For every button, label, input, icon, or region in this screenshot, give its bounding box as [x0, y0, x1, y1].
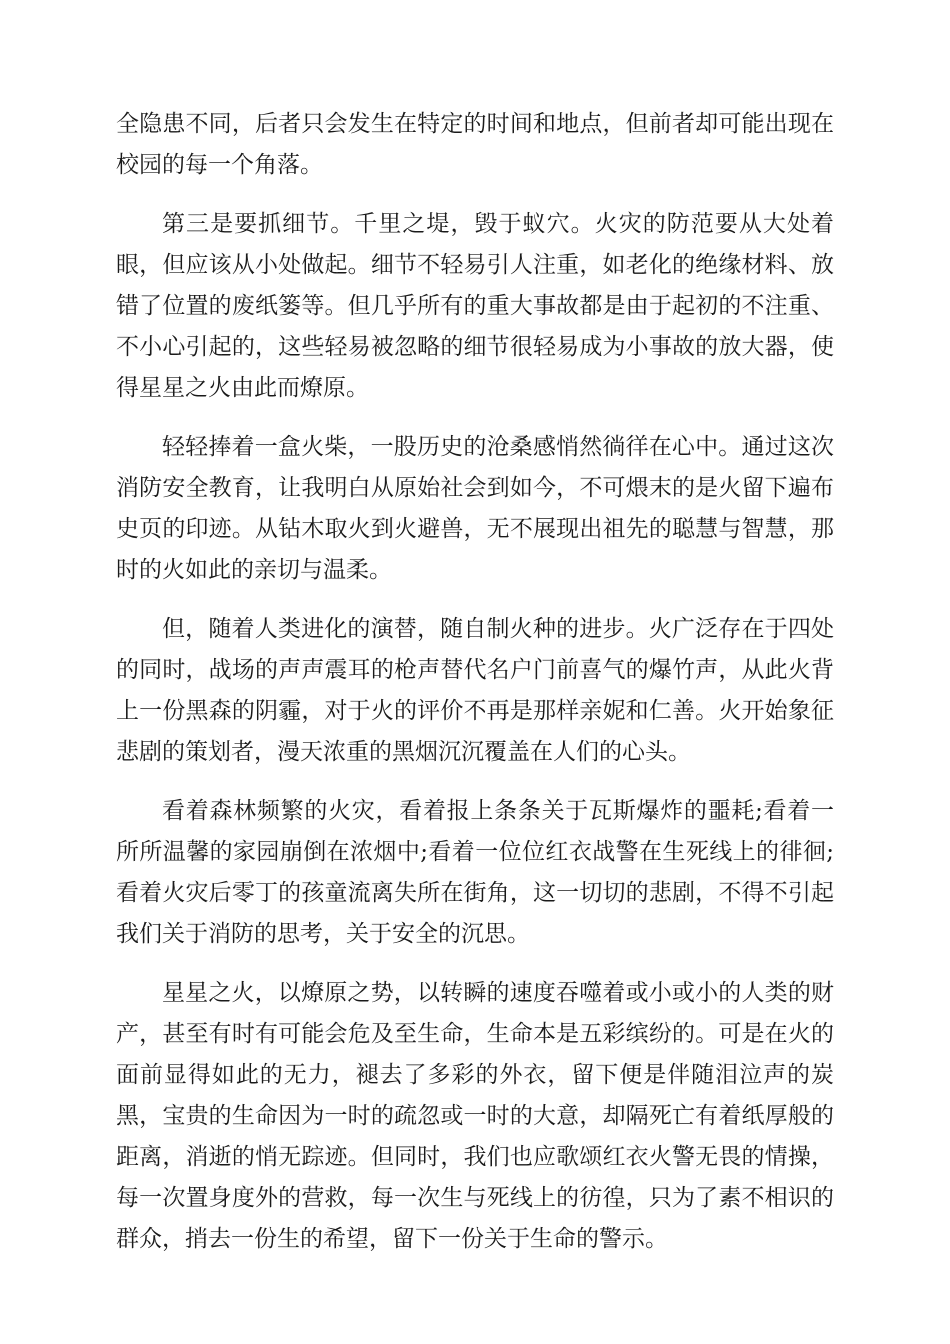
paragraph-spark: 星星之火，以燎原之势，以转瞬的速度吞噬着或小或小的人类的财产，甚至有时有可能会危及至生命，生命本是五彩缤纷的。可是在火的面前显得如此的无力，褪去了多彩的外衣，留下便是伴随泪泣声的炭黑，宝贵的生命因为一时的疏忽或一时的大意，却隔死亡有着纸厚般的距离，消逝的悄无踪迹。但同时，我们也应歌颂红衣火警无畏的情操，每一次置身度外的营救，每一次生与死线上的彷徨，只为了素不相识的群众，捎去一份生的希望，留下一份关于生命的警示。 — [116, 980, 834, 1252]
paragraph-details: 第三是要抓细节。千里之堤，毁于蚁穴。火灾的防范要从大处着眼，但应该从小处做起。细节不轻易引人注重，如老化的绝缘材料、放错了位置的废纸篓等。但几乎所有的重大事故都是由于起初的不注重、不小心引起的，这些轻易被忽略的细节很轻易成为小事故的放大器，使得星星之火由此而燎原。 — [116, 211, 834, 401]
paragraph-disasters: 看着森林频繁的火灾，看着报上条条关于瓦斯爆炸的噩耗;看着一所所温馨的家园崩倒在浓烟中;看着一位位红衣战警在生死线上的徘徊;看着火灾后零丁的孩童流离失所在街角，这一切切的悲剧，不得不引起我们关于消防的思考，关于安全的沉思。 — [116, 798, 834, 947]
document-body — [116, 104, 834, 1278]
paragraph-evolution: 但，随着人类进化的演替，随自制火种的进步。火广泛存在于四处的同时，战场的声声震耳的枪声替代名户门前喜气的爆竹声，从此火背上一份黑森的阴霾，对于火的评价不再是那样亲妮和仁善。火开始象征悲剧的策划者，漫天浓重的黑烟沉沉覆盖在人们的心头。 — [116, 616, 834, 765]
paragraph-continued: 全隐患不同，后者只会发生在特定的时间和地点，但前者却可能出现在校园的每一个角落。 — [116, 111, 834, 178]
paragraph-matches: 轻轻捧着一盒火柴，一股历史的沧桑感悄然徜徉在心中。通过这次消防安全教育，让我明白从原始社会到如今，不可煨末的是火留下遍布史页的印迹。从钻木取火到火避兽，无不展现出祖先的聪慧与智慧，那时的火如此的亲切与温柔。 — [116, 434, 834, 583]
